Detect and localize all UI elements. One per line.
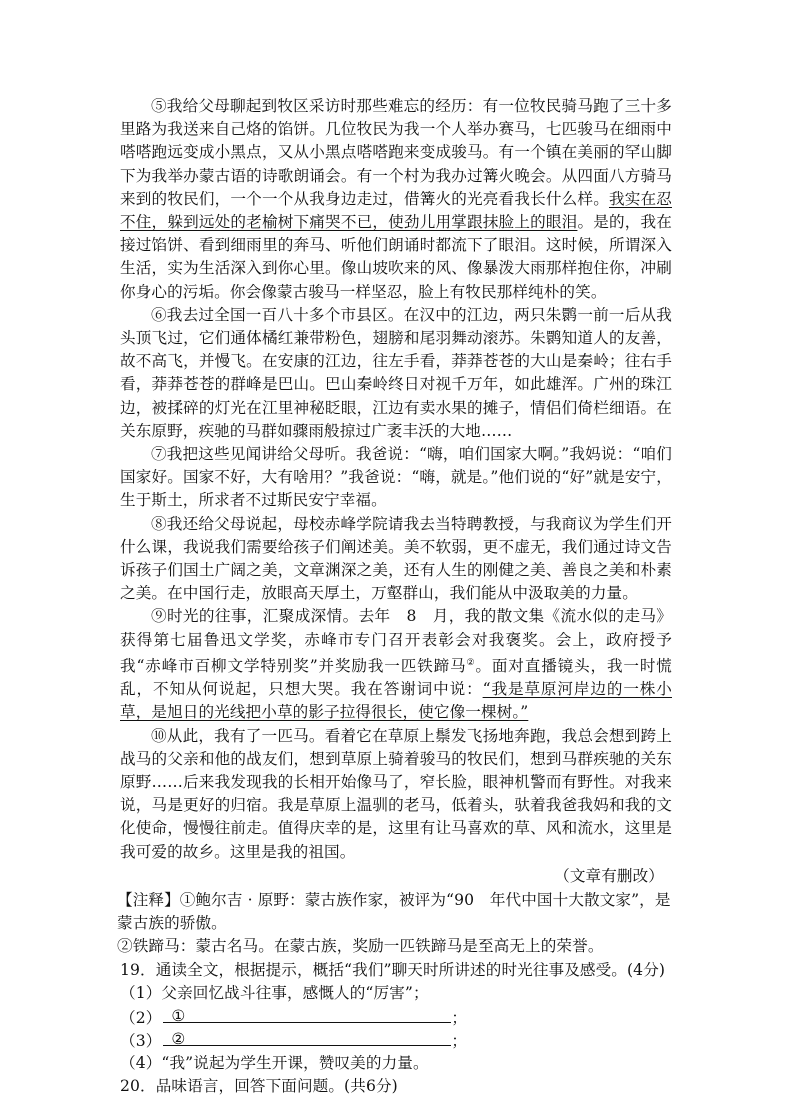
question-19-item-1: （1）父亲回忆战斗往事，感慨人的“厉害”； <box>120 983 429 1002</box>
paragraph-5-text: ⑤我给父母聊起到牧区采访时那些难忘的经历：有一位牧民骑马跑了三十多里路为我送来自己烙的馅饼。几位牧民为我一个人举办赛马，七匹骏马在细雨中嗒嗒跑远变成小黑点，又从小黑点嗒嗒跑来变成骏马。有一个镇在美丽的罕山脚下为我举办蒙古语的诗歌朗诵会。有一个村为我办过篝火晚会。从四面八方骑马来到的牧民们，一个一个从我身边走过，借篝火的光亮看我长什么样。 <box>120 97 672 208</box>
paragraph-9-underlined-quote: “我是草原河岸边的一株小草，是旭日的光线把小草的影子拉得很长，使它像一棵树。” <box>120 680 672 722</box>
paragraph-6: ⑥我去过全国一百八十多个市县区。在汉中的江边，两只朱鹮一前一后从我头顶飞过，它们通体橘红兼带粉色，翅膀和尾羽舞动滚苏。朱鹮知道人的友善，故不高飞，并慢飞。在安康的江边，往左手看，莽莽苍苍的大山是秦岭；往右手看，莽莽苍苍的群峰是巴山。巴山秦岭终日对视千万年，如此雄浑。广州的珠江边，被揉碎的灯光在江里神秘眨眼，江边有卖水果的摊子，情侣们倚栏细语。在关东原野，疾驰的马群如骤雨般掠过广袤丰沃的大地…… <box>120 305 672 440</box>
blank-2-end-punctuation: ； <box>451 1032 468 1051</box>
question-19-item-2 <box>120 1005 672 1028</box>
paragraph-8: ⑧我还给父母说起，母校赤峰学院请我去当特聘教授，与我商议为学生们开什么课，我说我们需要给孩子们阐述美。美不软弱，更不虚无，我们通过诗文告诉孩子们国土广阔之美，文章渊深之美，还有人生的刚健之美、善良之美和朴素之美。在中国行走，放眼高天厚土，万壑群山，我们能从中汲取美的力量。 <box>120 514 672 603</box>
paragraph-5 <box>120 95 672 304</box>
paragraph-9-text: ⑨时光的往事，汇聚成深情。去年 8 月，我的散文集《流水似的走马》获得第七届鲁迅文学奖，赤峰市专门召开表彰会对我褒奖。会上，政府授予我“赤峰市百柳文学特别奖”并奖励我一匹铁蹄马 <box>120 607 672 676</box>
reading-passage <box>117 95 672 1098</box>
blank-1-marker: ① <box>171 1006 186 1025</box>
annotation-note-1: 【注释】①鲍尔吉 · 原野：蒙古族作家，被评为“90 年代中国十大散文家”，是蒙古族的骄傲。 <box>117 890 671 933</box>
paragraph-9 <box>120 605 672 724</box>
annotation-note-2: ②铁蹄马：蒙古名马。在蒙古族，奖励一匹铁蹄马是至高无上的荣誉。 <box>117 937 604 956</box>
blank-2-marker: ② <box>171 1030 186 1049</box>
answer-blank-1[interactable] <box>163 1005 451 1023</box>
item-3-label: （3） <box>120 1032 162 1051</box>
question-19-item-4: （4）“我”说起为学生开课，赞叹美的力量。 <box>120 1053 429 1072</box>
footnote-marker-2: ② <box>466 657 476 668</box>
item-2-label: （2） <box>120 1008 162 1027</box>
paragraph-5-text-end: 。是的，我在接过馅饼、看到细雨里的奔马、听他们朗诵时都流下了眼泪。这时候，所谓深入生活，实为生活深入到你心里。像山坡吹来的风、像暴泼大雨那样抱住你，冲刷你身心的污垢。你会像蒙古骏马一样坚忍，脸上有牧民那样纯朴的笑。 <box>120 213 672 301</box>
question-20-stem: 20．品味语言，回答下面问题。(共6分) <box>120 1076 398 1095</box>
article-credit: （文章有删改） <box>554 866 664 885</box>
answer-blank-2[interactable] <box>163 1028 451 1049</box>
paragraph-9-text-middle: 。面对直播镜头，我一时慌乱，不知从何说起，只想大哭。我在答谢词中说： <box>120 657 672 699</box>
question-19-stem: 19．通读全文，根据提示，概括“我们”聊天时所讲述的时光往事及感受。(4分) <box>120 960 666 979</box>
paragraph-10: ⑩从此，我有了一匹马。看着它在草原上鬃发飞扬地奔跑，我总会想到跨上战马的父亲和他的战友们，想到草原上骑着骏马的牧民们，想到马群疾驰的关东原野……后来我发现我的长相开始像马了，窄长脸，眼神机警而有野性。对我来说，马是更好的归宿。我是草原上温驯的老马，低着头，驮着我爸我妈和我的文化使命，慢慢往前走。值得庆幸的是，这里有让马喜欢的草、风和流水，这里是我可爱的故乡。这里是我的祖国。 <box>120 726 672 861</box>
paragraph-5-underlined-sentence: 我实在忍不住，躲到远处的老榆树下痛哭不已，使劲儿用掌跟抹脸上的眼泪 <box>120 189 672 232</box>
paragraph-7: ⑦我把这些见闻讲给父母听。我爸说：“嗨，咱们国家大啊。”我妈说：“咱们国家好。国家不好，大有啥用？”我爸说：“嗨，就是。”他们说的“好”就是安宁，生于斯土，所求者不过斯民安宁幸福。 <box>120 445 672 510</box>
blank-1-end-punctuation: ； <box>451 1008 468 1027</box>
question-19-item-3 <box>120 1028 672 1051</box>
